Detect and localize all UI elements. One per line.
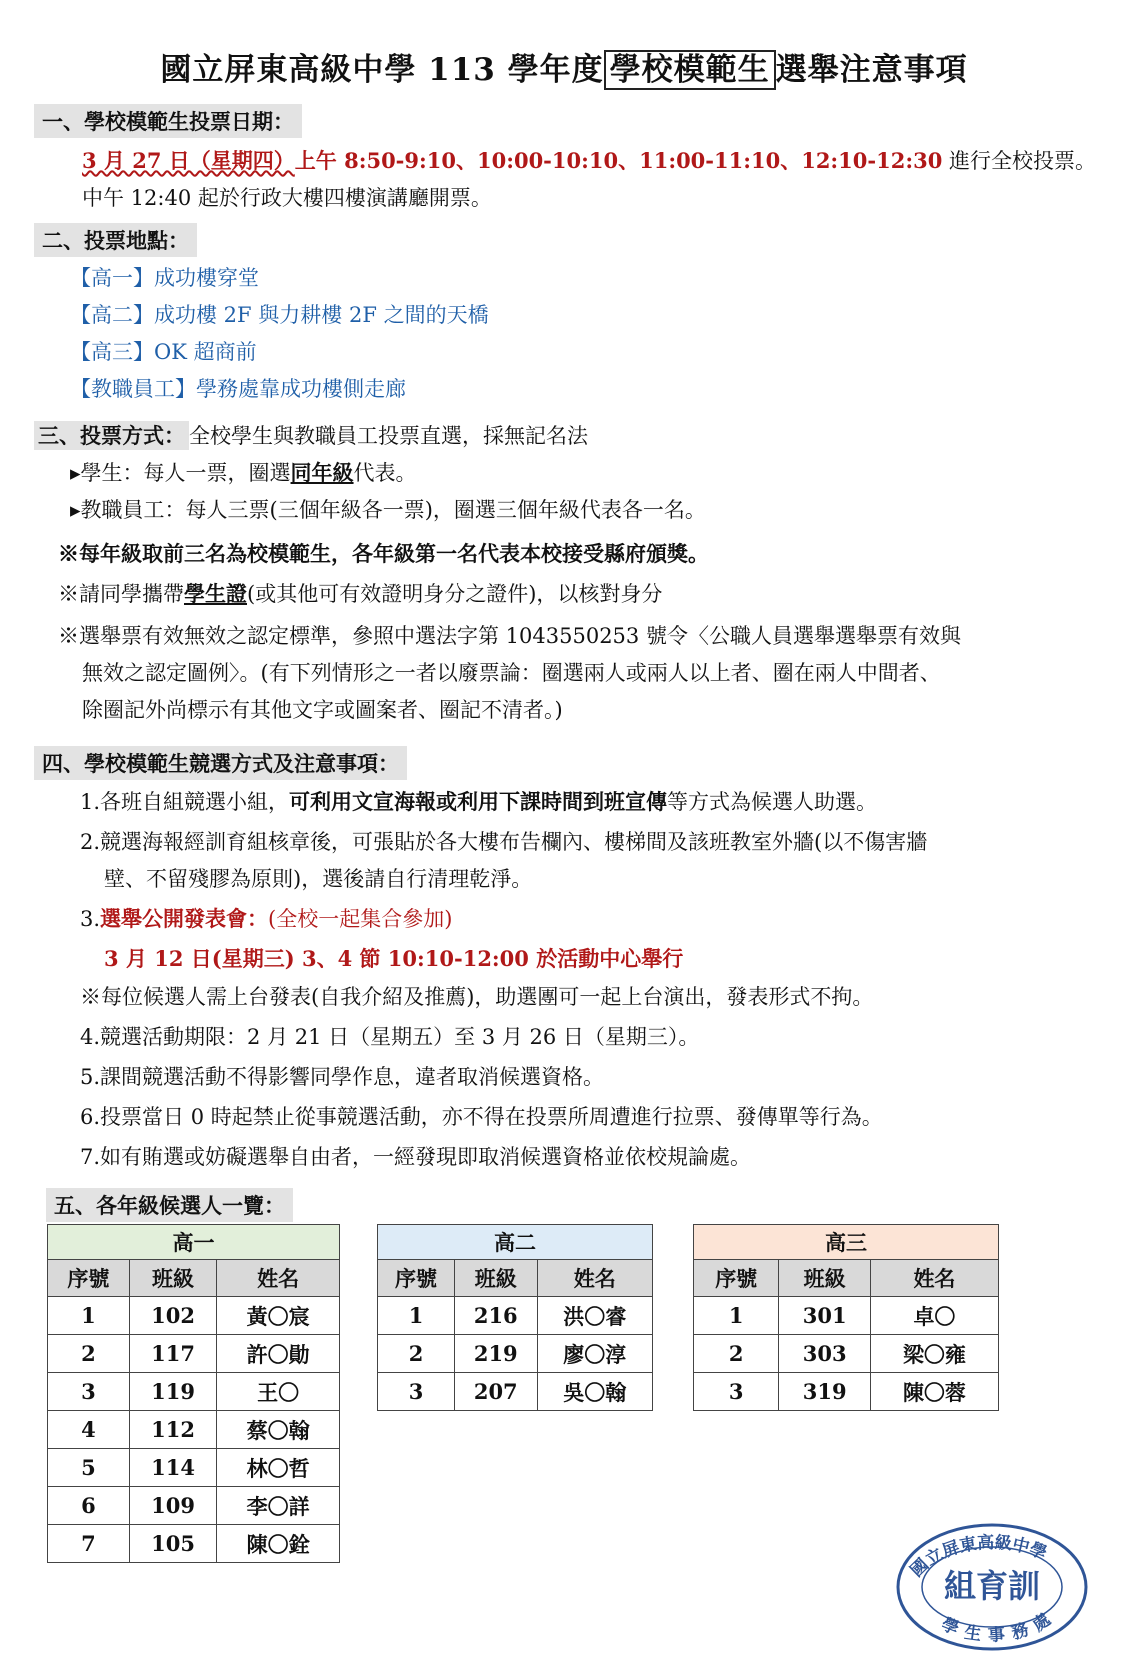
item-2-cont: 壁、不留殘膠為原則)，選後請自行清理乾淨。 (104, 867, 533, 891)
candidate-number: 3 (694, 1373, 779, 1411)
column-header: 姓名 (537, 1260, 653, 1297)
candidate-name: 梁〇雍 (870, 1335, 998, 1373)
item-7: 7.如有賄選或妨礙選舉自由者，一經發現即取消候選資格並依校規論處。 (80, 1145, 752, 1169)
grade-header: 高二 (378, 1225, 653, 1260)
grade-header: 高一 (48, 1225, 340, 1260)
table-row (48, 1373, 340, 1411)
seal-top-text: 國立屏東高級中學 (906, 1532, 1050, 1582)
candidate-number: 2 (694, 1335, 779, 1373)
place-grade2: 【高二】成功樓 2F 與力耕樓 2F 之間的天橋 (70, 303, 489, 327)
presentation-date: 3 月 12 日(星期三) 3、4 節 10:10-12:00 於活動中心舉行 (104, 946, 684, 971)
candidate-number: 2 (378, 1335, 455, 1373)
candidate-name: 卓〇 (870, 1297, 998, 1335)
candidate-number: 5 (48, 1449, 130, 1487)
column-header: 班級 (779, 1260, 871, 1297)
staff-vote-rule: ▸教職員工：每人三票(三個年級各一票)，圈選三個年級代表各一名。 (70, 498, 706, 522)
grade-header: 高三 (694, 1225, 999, 1260)
candidate-name: 李〇詳 (217, 1487, 340, 1525)
table-row (378, 1297, 653, 1335)
grade2-table (377, 1224, 653, 1411)
grade3-table (693, 1224, 999, 1411)
candidate-class: 117 (129, 1335, 217, 1373)
school-seal (895, 1522, 1089, 1652)
item-1: 1.各班自組競選小組，可利用文宣海報或利用下課時間到班宣傳等方式為候選人助選。 (80, 789, 878, 814)
section-4-heading: 四、學校模範生競選方式及注意事項： (34, 746, 407, 780)
candidate-name: 陳〇銓 (217, 1525, 340, 1563)
candidate-number: 7 (48, 1525, 130, 1563)
table-row (48, 1487, 340, 1525)
vote-date-line: 3 月 27 日（星期四）上午 8:50-9:10、10:00-10:10、11:00-11:10、12:10-12:30 進行全校投票。 (82, 148, 1097, 173)
candidate-name: 陳〇蓉 (870, 1373, 998, 1411)
section-5-heading: 五、各年級候選人一覽： (46, 1188, 293, 1222)
note-ballot-rule-2: 無效之認定圖例〉。(有下列情形之一者以廢票論：圈選兩人或兩人以上者、圈在兩人中間者、 (82, 661, 941, 685)
candidate-name: 廖〇淳 (537, 1335, 653, 1373)
candidate-class: 319 (779, 1373, 871, 1411)
page-title: 國立屏東高級中學 113 學年度 學校模範生 選舉注意事項 (160, 52, 968, 88)
seal-center-text: 組育訓 (943, 1567, 1041, 1605)
note-student-id: ※請同學攜帶學生證(或其他可有效證明身分之證件)，以核對身分 (58, 581, 663, 606)
column-header: 姓名 (870, 1260, 998, 1297)
student-vote-rule: ▸學生：每人一票，圈選同年級代表。 (70, 460, 417, 485)
candidate-number: 2 (48, 1335, 130, 1373)
table-row (694, 1373, 999, 1411)
column-header: 序號 (694, 1260, 779, 1297)
candidate-name: 王〇 (217, 1373, 340, 1411)
candidate-class: 109 (129, 1487, 217, 1525)
candidate-number: 1 (48, 1297, 130, 1335)
candidate-number: 3 (378, 1373, 455, 1411)
table-row (48, 1335, 340, 1373)
column-header: 姓名 (217, 1260, 340, 1297)
seal-bottom-text: 學生事務處 (938, 1605, 1062, 1647)
column-header: 序號 (378, 1260, 455, 1297)
candidate-number: 6 (48, 1487, 130, 1525)
column-header: 班級 (129, 1260, 217, 1297)
section-3: 三、投票方式： 全校學生與教職員工投票直選，採無記名法 (34, 420, 588, 450)
table-row (378, 1373, 653, 1411)
table-row (48, 1297, 340, 1335)
item-4: 4.競選活動期限：2 月 21 日（星期五）至 3 月 26 日（星期三）。 (80, 1025, 700, 1049)
candidate-class: 303 (779, 1335, 871, 1373)
section-1-heading: 一、學校模範生投票日期： (34, 104, 302, 138)
item-2: 2.競選海報經訓育組核章後，可張貼於各大樓布告欄內、樓梯間及該班教室外牆(以不傷害牆 (80, 830, 928, 854)
candidate-number: 3 (48, 1373, 130, 1411)
candidate-class: 301 (779, 1297, 871, 1335)
table-row (378, 1335, 653, 1373)
candidate-name: 吳〇翰 (537, 1373, 653, 1411)
note-ballot-rule: ※選舉票有效無效之認定標準，參照中選法字第 1043550253 號令〈公職人員選舉選舉票有效與 (58, 624, 961, 648)
grade1-table (47, 1224, 340, 1563)
candidate-number: 4 (48, 1411, 130, 1449)
table-row (694, 1335, 999, 1373)
candidate-class: 216 (455, 1297, 538, 1335)
candidate-class: 102 (129, 1297, 217, 1335)
candidate-name: 許〇勛 (217, 1335, 340, 1373)
column-header: 序號 (48, 1260, 130, 1297)
candidate-class: 207 (455, 1373, 538, 1411)
column-header: 班級 (455, 1260, 538, 1297)
section-2-heading: 二、投票地點： (34, 223, 197, 257)
item-5: 5.課間競選活動不得影響同學作息，違者取消候選資格。 (80, 1065, 605, 1089)
place-grade1: 【高一】成功樓穿堂 (70, 266, 259, 290)
candidate-class: 119 (129, 1373, 217, 1411)
note-top-three: ※每年級取前三名為校模範生，各年級第一名代表本校接受縣府頒獎。 (58, 541, 709, 566)
candidate-name: 黃〇宸 (217, 1297, 340, 1335)
candidate-class: 112 (129, 1411, 217, 1449)
table-row (694, 1297, 999, 1335)
candidate-class: 219 (455, 1335, 538, 1373)
candidate-name: 林〇哲 (217, 1449, 340, 1487)
candidate-class: 114 (129, 1449, 217, 1487)
table-row (48, 1525, 340, 1563)
candidate-class: 105 (129, 1525, 217, 1563)
note-ballot-rule-3: 除圈記外尚標示有其他文字或圖案者、圈記不清者。) (82, 698, 563, 722)
table-row (48, 1411, 340, 1449)
candidate-name: 洪〇睿 (537, 1297, 653, 1335)
item-3-note: ※每位候選人需上台發表(自我介紹及推薦)，助選團可一起上台演出，發表形式不拘。 (80, 985, 874, 1009)
place-staff: 【教職員工】學務處靠成功樓側走廊 (70, 377, 406, 401)
item-6: 6.投票當日 0 時起禁止從事競選活動，亦不得在投票所周遭進行拉票、發傳單等行為。 (80, 1105, 883, 1129)
table-row (48, 1449, 340, 1487)
item-3: 3.選舉公開發表會：(全校一起集合參加) (80, 906, 453, 931)
counting-line: 中午 12:40 起於行政大樓四樓演講廳開票。 (82, 186, 492, 210)
candidate-name: 蔡〇翰 (217, 1411, 340, 1449)
candidate-number: 1 (694, 1297, 779, 1335)
candidate-number: 1 (378, 1297, 455, 1335)
place-grade3: 【高三】OK 超商前 (70, 340, 257, 364)
